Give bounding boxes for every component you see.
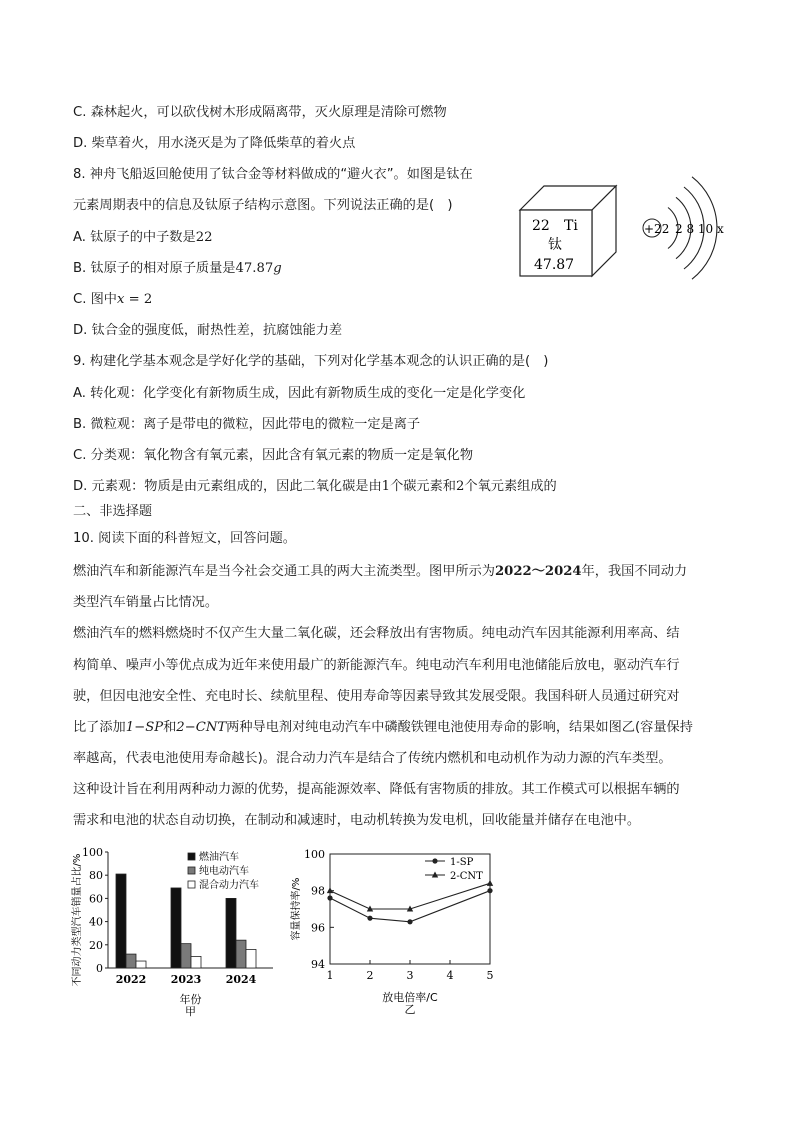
line-chart-yi <box>285 838 507 1023</box>
data-point <box>367 916 372 921</box>
q9-option-a: A. 转化观：化学变化有新物质生成，因此有新物质生成的变化一定是化学变化 <box>73 386 526 401</box>
y-tick-label: 96 <box>311 921 325 935</box>
option-c-forest: C. 森林起火，可以砍伐树木形成隔离带，灭火原理是清除可燃物 <box>73 105 447 120</box>
q10-stem: 10. 阅读下面的科普短文，回答问题。 <box>73 531 296 546</box>
x-tick-label: 1 <box>326 969 334 982</box>
x-axis-label: 放电倍率/C <box>382 991 438 1004</box>
para1-text-b: 年，我国不同动力 <box>581 564 688 579</box>
bar <box>236 940 246 968</box>
y-tick-label: 100 <box>304 848 325 861</box>
legend-label: 1-SP <box>450 857 474 868</box>
q8-b-unit: g <box>273 261 282 276</box>
y-tick-label: 20 <box>89 938 103 952</box>
para2-l4-text-b: 和 <box>163 720 177 735</box>
y-tick-label: 0 <box>96 962 103 975</box>
y-tick-label: 60 <box>89 892 103 906</box>
x-tick-label: 2024 <box>225 973 257 986</box>
y-axis-label: 容量保持率/% <box>291 877 302 941</box>
atomic-mass: 47.87 <box>534 257 575 273</box>
bar <box>181 944 191 968</box>
bar <box>226 898 236 968</box>
q8-a-text: A. 钛原子的中子数是 <box>73 230 196 245</box>
q8-stem-line2: 元素周期表中的信息及钛原子结构示意图。下列说法正确的是( ) <box>73 198 453 213</box>
data-point <box>487 880 493 886</box>
legend-marker <box>432 858 437 863</box>
para2-line7: 需求和电池的状态自动切换，在制动和减速时，电动机转换为发电机，回收能量并储存在电池中。 <box>73 813 641 828</box>
electron-counts: 2 8 10 x <box>675 222 724 236</box>
q8-a-number: 22 <box>195 230 213 245</box>
q8-option-d: D. 钛合金的强度低，耐热性差，抗腐蚀能力差 <box>73 323 343 338</box>
y-tick-label: 98 <box>311 884 325 898</box>
q9-option-d <box>73 478 557 496</box>
q8-option-b <box>73 260 282 278</box>
q9-d-text-b: 个碳元素和 <box>390 479 456 494</box>
legend-label: 2-CNT <box>450 871 483 882</box>
data-point <box>327 895 332 900</box>
q8-option-c <box>73 291 152 309</box>
para2-line6: 这种设计旨在利用两种动力源的优势，提高能源效率、降低有害物质的排放。其工作模式可以根据车辆的 <box>73 782 680 797</box>
para2-line1: 燃油汽车的燃料燃烧时不仅产生大量二氧化碳，还会释放出有害物质。纯电动汽车因其能源利用率高、结 <box>73 626 680 641</box>
data-point <box>407 919 412 924</box>
x-tick-label: 4 <box>446 969 454 982</box>
data-point <box>487 888 492 893</box>
q8-b-number: 47.87 <box>235 261 274 276</box>
q9-option-c: C. 分类观：氧化物含有氧元素，因此含有氧元素的物质一定是氧化物 <box>73 448 474 463</box>
atom-structure-diagram <box>630 160 730 300</box>
q9-d-number-2: 2 <box>456 479 465 494</box>
bar <box>246 949 256 968</box>
para1-line1 <box>73 563 687 581</box>
atomic-number: 22 <box>532 218 550 234</box>
legend-swatch <box>188 853 195 860</box>
bar <box>171 888 181 968</box>
x-tick-label: 3 <box>406 969 414 982</box>
q9-stem: 9. 构建化学基本观念是学好化学的基础，下列对化学基本观念的认识正确的是( ) <box>73 354 549 369</box>
bar <box>191 956 201 968</box>
y-tick-label: 80 <box>89 869 103 883</box>
bar-chart-jia <box>68 838 290 1023</box>
q9-d-text-c: 个氧元素组成的 <box>464 479 557 494</box>
para2-line3: 驶，但因电池安全性、充电时长、续航里程、使用寿命等因素导致其发展受限。我国科研人员通过研究对 <box>73 689 680 704</box>
q9-d-text-a: D. 元素观：物质是由元素组成的，因此二氧化碳是由 <box>73 479 382 494</box>
legend-swatch <box>188 867 195 874</box>
para2-l4-sp: 1−SP <box>125 720 164 735</box>
y-axis-label: 不同动力类型汽车销量占比/% <box>72 853 83 987</box>
q8-c-variable: x <box>116 292 125 307</box>
chart-caption: 甲 <box>185 1005 196 1018</box>
legend-label: 燃油汽车 <box>199 852 239 863</box>
series-line <box>330 883 490 909</box>
section-heading: 二、非选择题 <box>73 504 153 519</box>
bar <box>126 954 136 968</box>
para2-line2: 构简单、噪声小等优点成为近年来使用最广的新能源汽车。纯电动汽车利用电池储能后放电，驱动汽车行 <box>73 658 680 673</box>
x-tick-label: 5 <box>486 969 494 982</box>
legend-swatch <box>188 881 195 888</box>
q8-c-equation: = 2 <box>124 292 153 307</box>
y-tick-label: 94 <box>311 958 325 971</box>
q8-b-text: B. 钛原子的相对原子质量是 <box>73 261 236 276</box>
para2-l4-text-c: 两种导电剂对纯电动汽车中磷酸铁锂电池使用寿命的影响，结果如图乙(容量保持 <box>226 720 693 735</box>
bar <box>116 874 126 968</box>
x-tick-label: 2 <box>366 969 374 982</box>
para1-line2: 类型汽车销量占比情况。 <box>73 595 219 610</box>
q8-option-a <box>73 229 212 247</box>
x-axis-label: 年份 <box>179 993 202 1006</box>
y-tick-label: 100 <box>82 846 103 859</box>
para2-line5: 率越高，代表电池使用寿命越长)。混合动力汽车是结合了传统内燃机和电动机作为动力源的汽车类型。 <box>73 751 672 766</box>
nucleus-charge: +22 <box>644 222 670 236</box>
element-name: 钛 <box>548 237 562 253</box>
y-tick-label: 40 <box>89 915 103 929</box>
para1-text-a: 燃油汽车和新能源汽车是当今社会交通工具的两大主流类型。图甲所示为 <box>73 564 495 579</box>
x-tick-label: 2023 <box>170 973 202 986</box>
element-card <box>518 182 618 282</box>
para1-years: 2022～2024 <box>495 564 582 579</box>
q9-d-number-1: 1 <box>381 479 391 494</box>
element-symbol: Ti <box>564 218 578 234</box>
para2-l4-text-a: 比了添加 <box>73 720 126 735</box>
q9-option-b: B. 微粒观：离子是带电的微粒，因此带电的微粒一定是离子 <box>73 417 421 432</box>
legend-label: 纯电动汽车 <box>199 866 249 877</box>
para2-l4-cnt: 2−CNT <box>176 720 227 735</box>
option-d-firewood: D. 柴草着火，用水浇灭是为了降低柴草的着火点 <box>73 136 356 151</box>
legend-label: 混合动力汽车 <box>199 880 259 891</box>
para2-line4 <box>73 719 693 737</box>
x-tick-label: 2022 <box>115 973 147 986</box>
q8-c-text: C. 图中 <box>73 292 117 307</box>
bar <box>136 961 146 968</box>
chart-caption: 乙 <box>404 1003 416 1016</box>
q8-stem-line1: 8. 神舟飞船返回舱使用了钛合金等材料做成的“避火衣”。如图是钛在 <box>73 167 473 182</box>
